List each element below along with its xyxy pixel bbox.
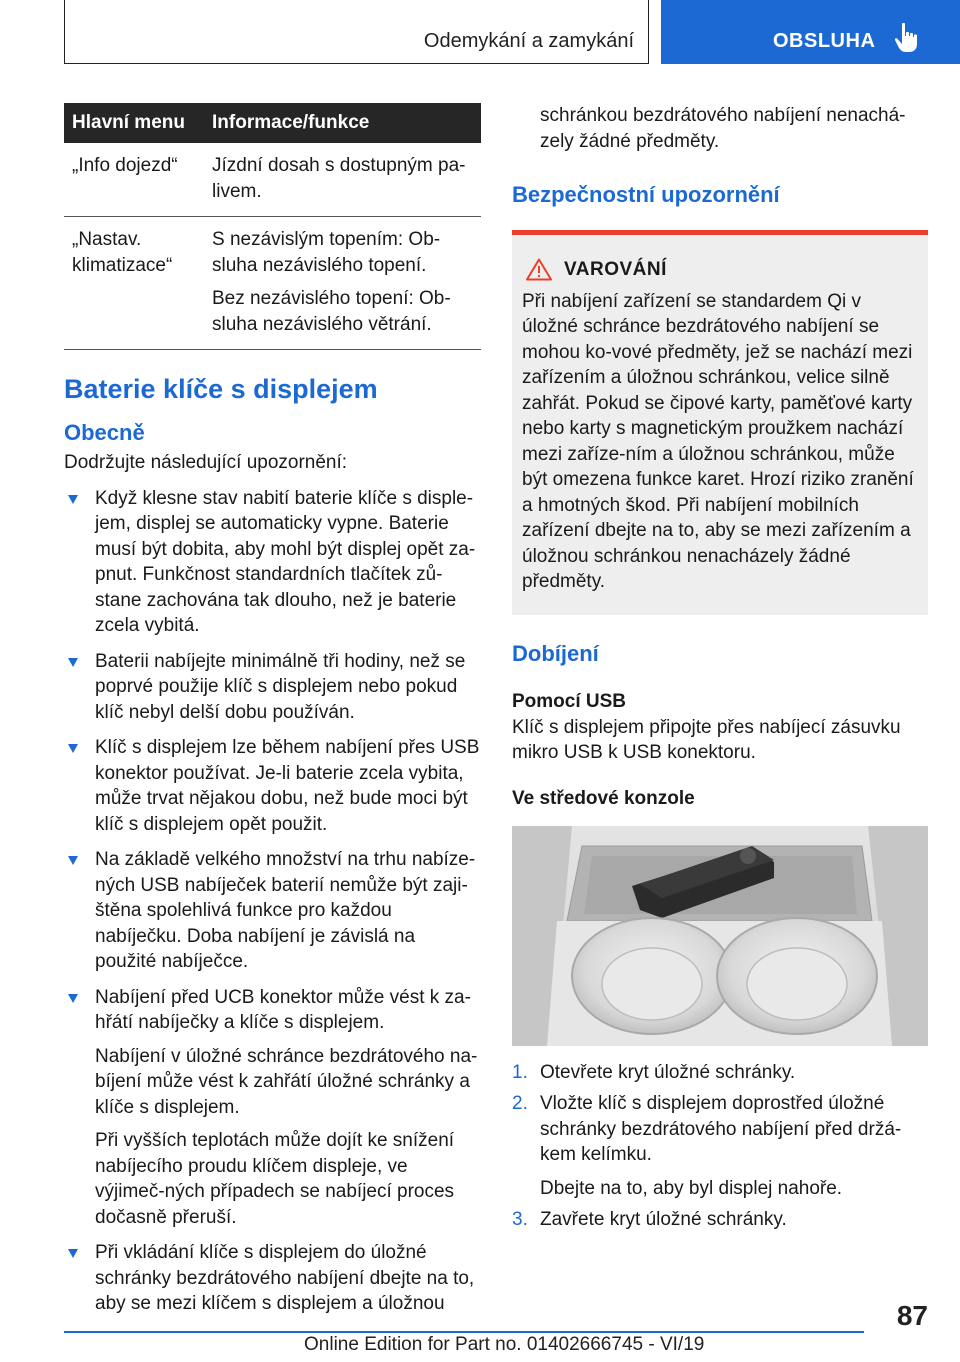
table-cell-info xyxy=(204,143,481,217)
usb-heading: Pomocí USB xyxy=(512,690,627,712)
intro-text: Dodržujte následující upozornění: xyxy=(64,452,348,473)
triangle-bullet-icon xyxy=(68,856,78,865)
warning-box xyxy=(512,230,928,615)
info-text: Jízdní dosah s dostupným pa-livem. xyxy=(212,155,466,202)
table-header-menu: Hlavní menu xyxy=(64,103,204,143)
menu-table xyxy=(64,103,481,350)
notice-list xyxy=(64,486,481,1317)
center-console-photo xyxy=(512,826,928,1046)
footer-edition: Online Edition for Part no. 01402666745 - VI/19 xyxy=(304,1334,705,1355)
list-item: Při vkládání klíče s displejem do úložné schránky bezdrátového nabíjení dbejte na to, aby se mezi klíčem s displejem a úložnou xyxy=(64,1240,481,1317)
info-text: Bez nezávislého topení: Ob-sluha nezávislého větrání. xyxy=(212,288,451,335)
warning-text: Při nabíjení zařízení se standardem Qi v úložné schránce bezdrátového nabíjení se mohou ko-vové předměty, jež se nachází mezi zařízením a úložnou schránkou, velice silně zahřát. Pokud se čipové karty, paměťové karty nebo karty s magnetickým proužkem nachází mezi zaříze-ním a úložnou schránkou, může být omezena funkce karet. Hrozí riziko zranění a hmotných škod. Při nabíjení mobilních zařízení dbejte na to, aby se mezi zařízením a úložnou schránkou nenacházely žádné předměty. xyxy=(522,290,914,592)
list-item: Když klesne stav nabití baterie klíče s disple-jem, displej se automaticky vypne. Baterie musí být dobita, aby mohl být displej opět za-pnut. Funkčnost standardních tlačítek zů-stane zachována tak dlouho, než je baterie zcela vybitá. xyxy=(64,486,481,639)
left-column xyxy=(64,103,481,1327)
warning-triangle-icon xyxy=(526,258,552,281)
table-header-info: Informace/funkce xyxy=(204,103,481,143)
console-heading: Ve středové konzole xyxy=(512,787,695,809)
section-heading-battery: Baterie klíče s displejem xyxy=(64,374,378,404)
list-item: Klíč s displejem lze během nabíjení přes USB konektor používat. Je-li baterie zcela vybita, může trvat nějakou dobu, než bude moci být klíč s displejem opět použit. xyxy=(64,735,481,837)
list-item: 3. Zavřete kryt úložné schránky. xyxy=(512,1207,928,1233)
footer-divider xyxy=(64,1331,864,1333)
safety-heading: Bezpečnostní upozornění xyxy=(512,182,780,207)
step-number: 1. xyxy=(512,1061,528,1083)
step-number: 3. xyxy=(512,1209,528,1230)
triangle-bullet-icon xyxy=(68,658,78,667)
header-section-box xyxy=(64,0,649,64)
warning-header xyxy=(524,257,918,283)
triangle-bullet-icon xyxy=(68,994,78,1003)
page-number: 87 xyxy=(896,1300,928,1331)
usb-text: Klíč s displejem připojte přes nabíjecí zásuvku mikro USB k USB konektoru. xyxy=(512,716,901,763)
triangle-bullet-icon xyxy=(68,495,78,504)
table-row xyxy=(64,217,481,350)
steps-list xyxy=(512,1060,928,1233)
list-item: Na základě velkého množství na trhu nabíze-ných USB nabíječek baterií nemůže být zaji-štěna spolehlivá funkce pro každou nabíječku. Doba nabíjení je závislá na použité nabíječce. xyxy=(64,847,481,975)
list-item: Baterii nabíjejte minimálně tři hodiny, než se poprvé použije klíč s displejem nebo pokud klíč nebyl delší dobu používán. xyxy=(64,649,481,726)
chapter-tab xyxy=(661,0,960,64)
table-cell-menu: „Nastav. klimatizace“ xyxy=(64,217,204,350)
info-text: S nezávislým topením: Ob-sluha nezávislého topení. xyxy=(212,229,441,276)
chapter-tab-label: OBSLUHA xyxy=(773,30,876,52)
subheading-general: Obecně xyxy=(64,420,145,445)
center-console-illustration xyxy=(512,826,928,1046)
right-column xyxy=(512,103,928,1239)
continuation-text: schránkou bezdrátového nabíjení nenachá-zely žádné předměty. xyxy=(540,105,906,152)
triangle-bullet-icon xyxy=(68,1249,78,1258)
list-item: Nabíjení před UCB konektor může vést k za-hřátí nabíječky a klíče s displejem. Nabíjení v úložné schránce bezdrátového na-bíjení může vést k zahřátí úložné schránky a klíče s displejem. Při vyšších teplotách může dojít ke snížení nabíjecího proudu klíčem displeje, ve výjimeč-ných případech se nabíjecí proces dočasně přeruší. xyxy=(64,985,481,1231)
triangle-bullet-icon xyxy=(68,744,78,753)
table-row xyxy=(64,143,481,217)
section-title: Odemykání a zamykání xyxy=(423,30,634,52)
table-cell-info xyxy=(204,217,481,350)
list-item: 1. Otevřete kryt úložné schránky. xyxy=(512,1060,928,1086)
list-item: 2. Vložte klíč s displejem doprostřed úložné schránky bezdrátového nabíjení před držá-kem kelímku. Dbejte na to, aby byl displej nahoře. xyxy=(512,1093,902,1199)
warning-title: VAROVÁNÍ xyxy=(564,259,667,280)
charging-heading: Dobíjení xyxy=(512,640,599,666)
hand-pointer-icon xyxy=(894,22,920,54)
step-number: 2. xyxy=(512,1093,528,1114)
table-cell-menu: „Info dojezd“ xyxy=(64,143,204,217)
